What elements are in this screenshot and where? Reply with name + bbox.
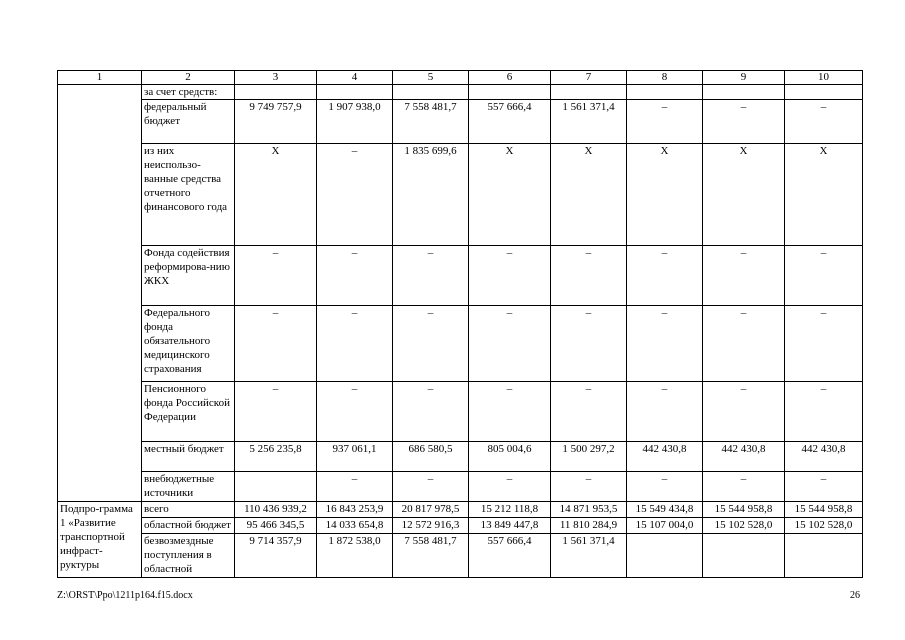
value-cell: 16 843 253,9 bbox=[317, 502, 393, 518]
value-cell: 557 666,4 bbox=[469, 534, 551, 578]
value-cell: 15 544 958,8 bbox=[785, 502, 863, 518]
value-cell: 9 749 757,9 bbox=[235, 100, 317, 144]
value-cell: 15 212 118,8 bbox=[469, 502, 551, 518]
value-cell: 442 430,8 bbox=[703, 442, 785, 472]
value-cell bbox=[235, 85, 317, 100]
value-cell: Х bbox=[785, 144, 863, 246]
value-cell: 9 714 357,9 bbox=[235, 534, 317, 578]
value-cell: 7 558 481,7 bbox=[393, 100, 469, 144]
column-number-cell: 4 bbox=[317, 71, 393, 85]
funding-source-cell: за счет средств: bbox=[142, 85, 235, 100]
table-row bbox=[58, 534, 863, 578]
table-row bbox=[58, 472, 863, 502]
value-cell bbox=[627, 534, 703, 578]
value-cell: – bbox=[785, 382, 863, 442]
value-cell: – bbox=[785, 246, 863, 306]
value-cell: 12 572 916,3 bbox=[393, 518, 469, 534]
value-cell: – bbox=[551, 306, 627, 382]
funding-source-cell: из них неиспользо-ванные средства отчетного финансового года bbox=[142, 144, 235, 246]
column-number-cell: 9 bbox=[703, 71, 785, 85]
table-row bbox=[58, 382, 863, 442]
value-cell: – bbox=[393, 306, 469, 382]
value-cell: 1 500 297,2 bbox=[551, 442, 627, 472]
table-row bbox=[58, 502, 863, 518]
value-cell bbox=[551, 85, 627, 100]
value-cell: – bbox=[703, 306, 785, 382]
value-cell: – bbox=[317, 306, 393, 382]
program-name-cell bbox=[58, 85, 142, 502]
table-row bbox=[58, 518, 863, 534]
column-number-cell: 8 bbox=[627, 71, 703, 85]
value-cell: – bbox=[393, 382, 469, 442]
value-cell bbox=[703, 534, 785, 578]
value-cell: – bbox=[627, 306, 703, 382]
value-cell: Х bbox=[703, 144, 785, 246]
funding-source-cell: местный бюджет bbox=[142, 442, 235, 472]
column-number-row bbox=[58, 71, 863, 85]
value-cell: – bbox=[551, 382, 627, 442]
value-cell: Х bbox=[551, 144, 627, 246]
value-cell: – bbox=[785, 306, 863, 382]
program-name-cell: Подпро-грамма 1 «Развитие транспортной инфраст-руктуры bbox=[58, 502, 142, 578]
value-cell: 95 466 345,5 bbox=[235, 518, 317, 534]
value-cell: 442 430,8 bbox=[785, 442, 863, 472]
column-number-cell: 3 bbox=[235, 71, 317, 85]
funding-source-cell: областной бюджет bbox=[142, 518, 235, 534]
value-cell: – bbox=[785, 100, 863, 144]
value-cell: – bbox=[551, 472, 627, 502]
value-cell: 15 102 528,0 bbox=[703, 518, 785, 534]
value-cell: – bbox=[235, 246, 317, 306]
value-cell: – bbox=[703, 100, 785, 144]
value-cell: – bbox=[317, 246, 393, 306]
value-cell: – bbox=[469, 246, 551, 306]
value-cell: 110 436 939,2 bbox=[235, 502, 317, 518]
value-cell bbox=[469, 85, 551, 100]
column-number-cell: 7 bbox=[551, 71, 627, 85]
table-row bbox=[58, 306, 863, 382]
value-cell: Х bbox=[235, 144, 317, 246]
value-cell: 11 810 284,9 bbox=[551, 518, 627, 534]
value-cell: 20 817 978,5 bbox=[393, 502, 469, 518]
value-cell: 1 872 538,0 bbox=[317, 534, 393, 578]
column-number-cell: 1 bbox=[58, 71, 142, 85]
table-row bbox=[58, 144, 863, 246]
column-number-cell: 6 bbox=[469, 71, 551, 85]
value-cell: – bbox=[393, 472, 469, 502]
value-cell: 5 256 235,8 bbox=[235, 442, 317, 472]
value-cell: – bbox=[551, 246, 627, 306]
funding-source-cell: внебюджетные источники bbox=[142, 472, 235, 502]
value-cell: 1 907 938,0 bbox=[317, 100, 393, 144]
funding-source-cell: безвозмездные поступления в областной bbox=[142, 534, 235, 578]
value-cell: Х bbox=[469, 144, 551, 246]
value-cell bbox=[703, 85, 785, 100]
value-cell: 7 558 481,7 bbox=[393, 534, 469, 578]
table-row bbox=[58, 246, 863, 306]
value-cell: – bbox=[469, 472, 551, 502]
value-cell: 805 004,6 bbox=[469, 442, 551, 472]
value-cell: – bbox=[317, 144, 393, 246]
value-cell: – bbox=[703, 382, 785, 442]
value-cell: 1 561 371,4 bbox=[551, 534, 627, 578]
value-cell: – bbox=[785, 472, 863, 502]
column-number-cell: 10 bbox=[785, 71, 863, 85]
table-row bbox=[58, 85, 863, 100]
page-number: 26 bbox=[850, 590, 860, 601]
value-cell: – bbox=[317, 382, 393, 442]
funding-source-cell: Пенсионного фонда Российской Федерации bbox=[142, 382, 235, 442]
column-number-cell: 2 bbox=[142, 71, 235, 85]
footer-file-path: Z:\ORST\Ppo\1211p164.f15.docx bbox=[57, 590, 193, 601]
budget-table bbox=[57, 70, 863, 578]
funding-source-cell: Фонда содействия реформирова-нию ЖКХ bbox=[142, 246, 235, 306]
value-cell: 15 549 434,8 bbox=[627, 502, 703, 518]
value-cell bbox=[317, 85, 393, 100]
funding-source-cell: Федерального фонда обязательного медицинского страхования bbox=[142, 306, 235, 382]
value-cell: – bbox=[235, 306, 317, 382]
value-cell: 1 561 371,4 bbox=[551, 100, 627, 144]
value-cell bbox=[785, 85, 863, 100]
value-cell: – bbox=[317, 472, 393, 502]
value-cell bbox=[627, 85, 703, 100]
funding-source-cell: федеральный бюджет bbox=[142, 100, 235, 144]
value-cell: – bbox=[703, 246, 785, 306]
value-cell: – bbox=[627, 472, 703, 502]
value-cell: – bbox=[703, 472, 785, 502]
value-cell: – bbox=[393, 246, 469, 306]
value-cell: 557 666,4 bbox=[469, 100, 551, 144]
value-cell: 14 871 953,5 bbox=[551, 502, 627, 518]
value-cell: 15 107 004,0 bbox=[627, 518, 703, 534]
value-cell: 15 102 528,0 bbox=[785, 518, 863, 534]
value-cell: – bbox=[469, 306, 551, 382]
column-number-cell: 5 bbox=[393, 71, 469, 85]
value-cell: – bbox=[469, 382, 551, 442]
table-row bbox=[58, 442, 863, 472]
value-cell: Х bbox=[627, 144, 703, 246]
value-cell bbox=[235, 472, 317, 502]
value-cell: – bbox=[627, 246, 703, 306]
value-cell bbox=[393, 85, 469, 100]
value-cell: – bbox=[627, 100, 703, 144]
value-cell: 686 580,5 bbox=[393, 442, 469, 472]
value-cell: 1 835 699,6 bbox=[393, 144, 469, 246]
value-cell: 937 061,1 bbox=[317, 442, 393, 472]
funding-source-cell: всего bbox=[142, 502, 235, 518]
value-cell: 442 430,8 bbox=[627, 442, 703, 472]
value-cell bbox=[785, 534, 863, 578]
value-cell: 14 033 654,8 bbox=[317, 518, 393, 534]
table-row bbox=[58, 100, 863, 144]
value-cell: 13 849 447,8 bbox=[469, 518, 551, 534]
value-cell: 15 544 958,8 bbox=[703, 502, 785, 518]
value-cell: – bbox=[627, 382, 703, 442]
value-cell: – bbox=[235, 382, 317, 442]
